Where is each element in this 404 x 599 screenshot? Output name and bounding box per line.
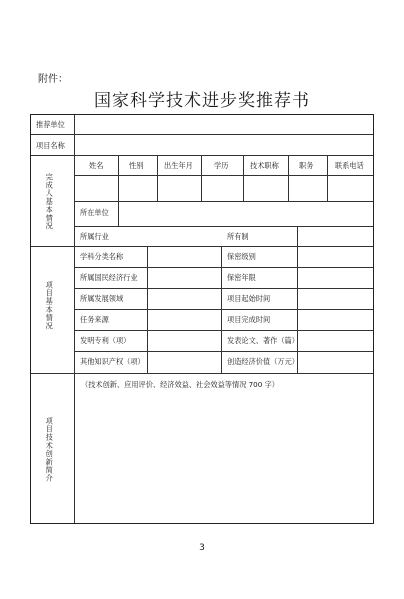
innovation-section-label: 项目技术创新简介 bbox=[45, 417, 55, 483]
development-field-label: 所属发展领域 bbox=[80, 294, 124, 303]
start-date-label: 项目起始时间 bbox=[227, 294, 271, 303]
personnel-section-label: 完成人基本情况 bbox=[45, 173, 55, 231]
secrecy-level-label: 保密级别 bbox=[227, 252, 256, 261]
personnel-header-phone: 联系电话 bbox=[335, 161, 364, 170]
ownership-label: 所有制 bbox=[227, 232, 249, 241]
innovation-hint: （技术创新、应用评价、经济效益、社会效益等情况 700 字） bbox=[81, 380, 279, 389]
patents-label: 发明专利（项） bbox=[80, 336, 131, 345]
attachment-label: 附件： bbox=[38, 74, 68, 85]
task-source-label: 任务来源 bbox=[80, 315, 109, 324]
completion-date-label: 项目完成时间 bbox=[227, 315, 271, 324]
economic-value-label: 创造经济价值（万元） bbox=[227, 357, 299, 366]
recommender-label: 推荐单位 bbox=[36, 120, 65, 129]
work-unit-label: 所在单位 bbox=[80, 208, 109, 217]
page-number: 3 bbox=[199, 543, 205, 553]
other-ip-label: 其他知识产权（项） bbox=[80, 357, 145, 366]
personnel-header-title: 技术职称 bbox=[250, 161, 279, 170]
personnel-header-gender: 性别 bbox=[129, 161, 144, 170]
project-name-label: 项目名称 bbox=[36, 141, 65, 150]
secrecy-period-label: 保密年限 bbox=[227, 273, 256, 282]
publications-label: 发表论文、著作（篇） bbox=[227, 336, 299, 345]
industry-label: 所属行业 bbox=[80, 232, 109, 241]
personnel-header-name: 姓名 bbox=[89, 161, 104, 170]
personnel-header-position: 职务 bbox=[299, 161, 314, 170]
personnel-header-education: 学历 bbox=[214, 161, 229, 170]
personnel-header-birth: 出生年月 bbox=[164, 161, 193, 170]
nomination-form bbox=[30, 114, 374, 524]
form-title: 国家科学技术进步奖推荐书 bbox=[94, 91, 310, 111]
subject-classification-label: 学科分类名称 bbox=[80, 252, 124, 261]
economic-sector-label: 所属国民经济行业 bbox=[80, 273, 138, 282]
project-info-section-label: 项目基本情况 bbox=[45, 281, 55, 331]
